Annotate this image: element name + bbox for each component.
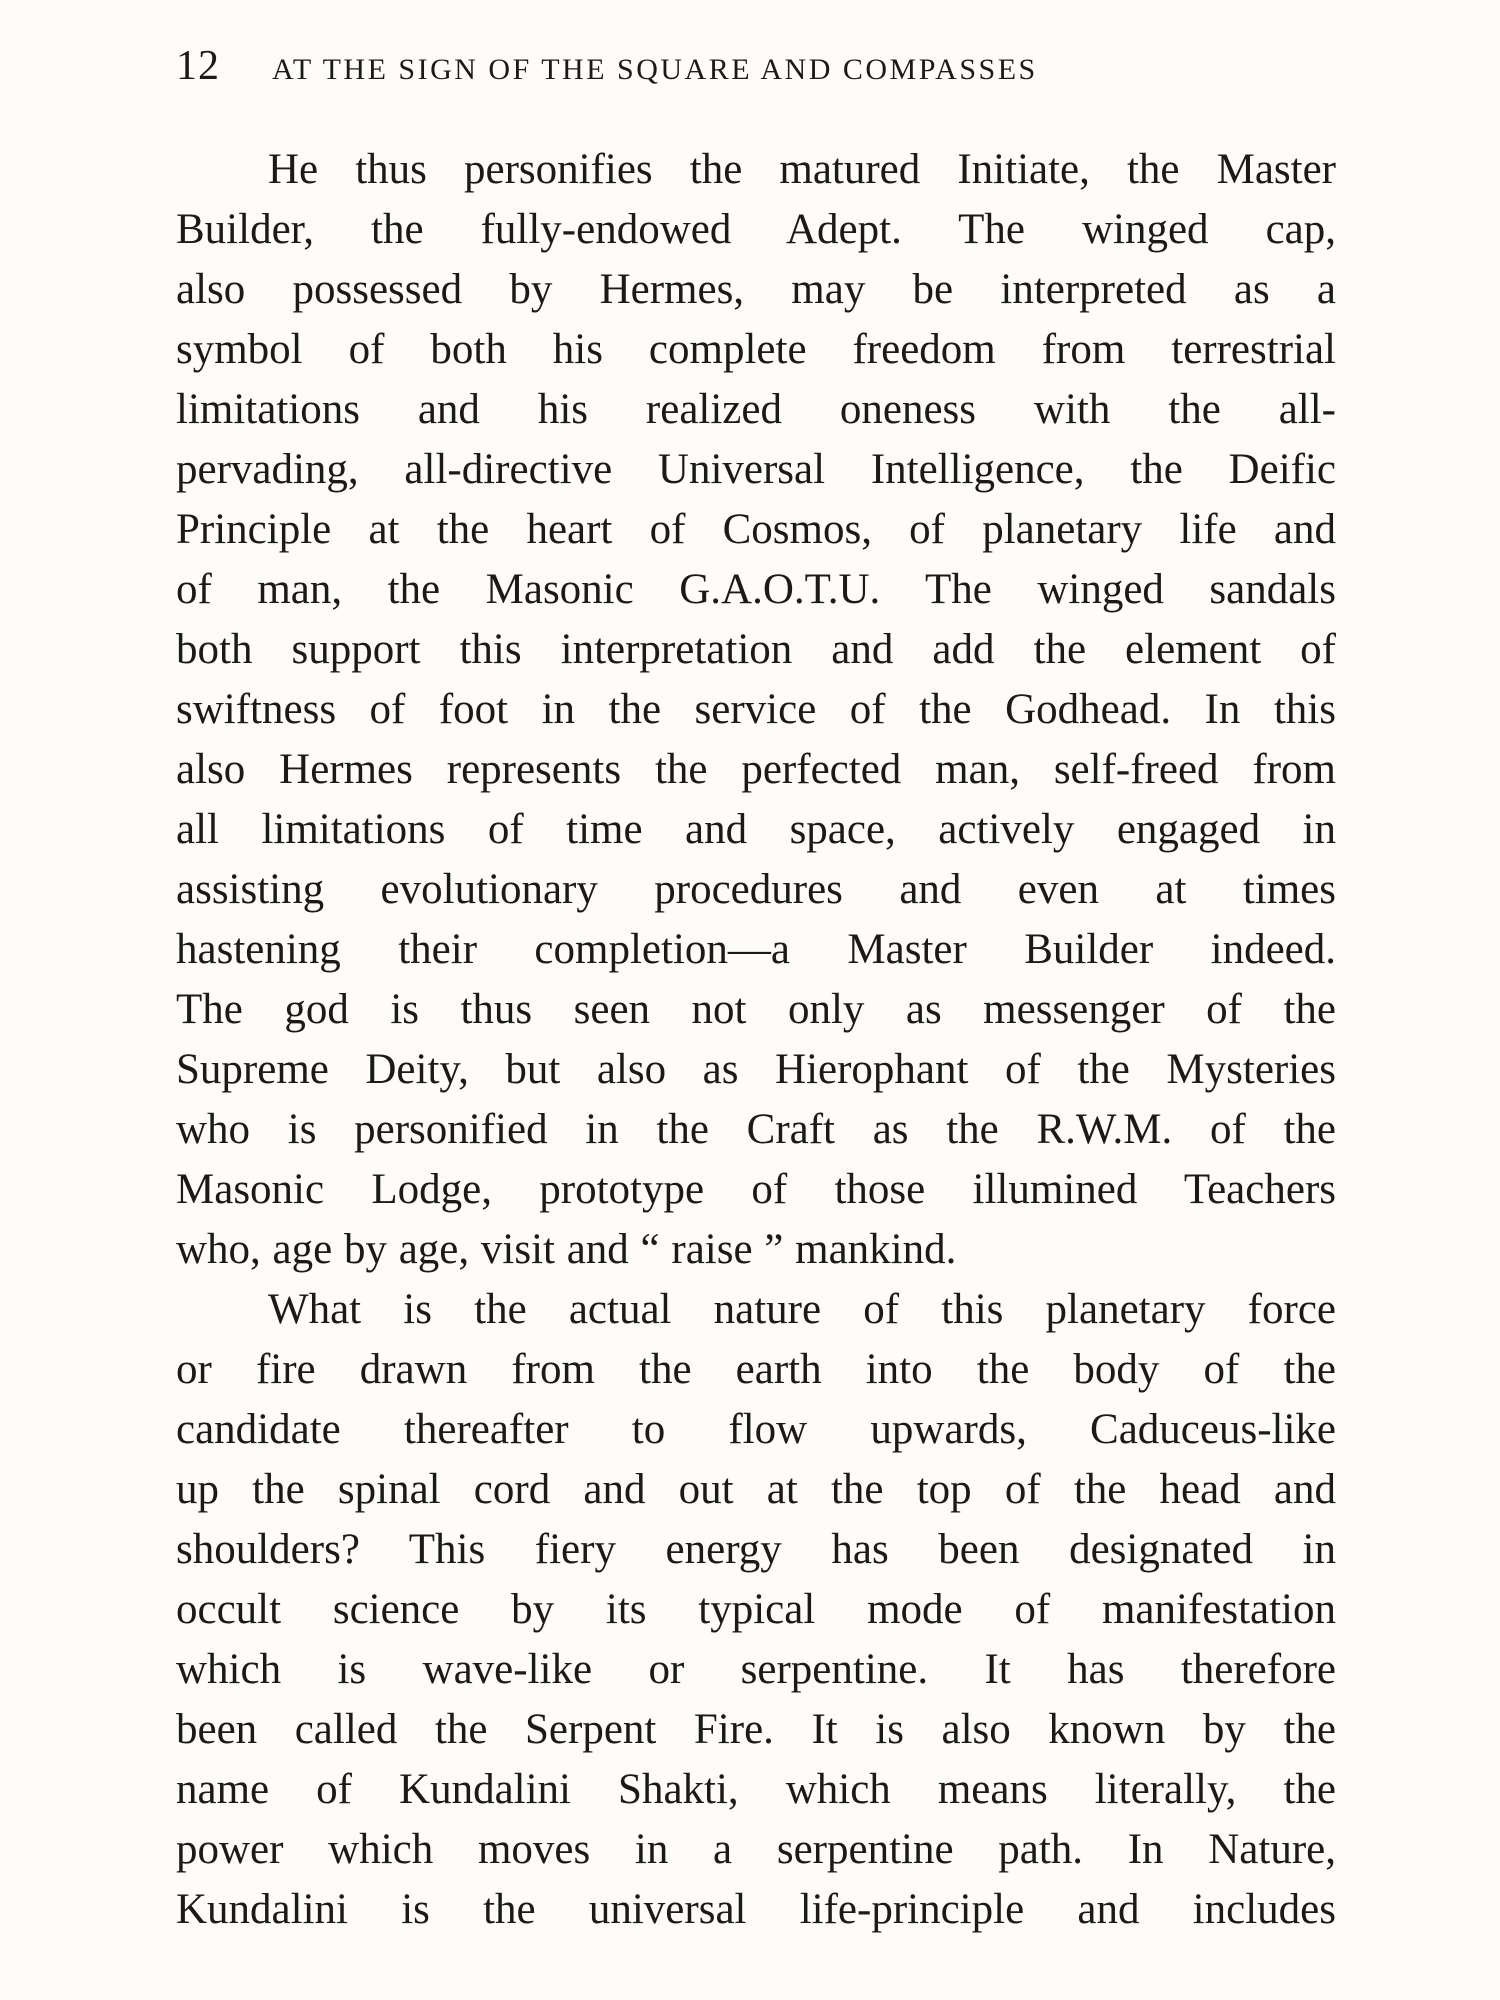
text-line: hastening their completion—a Master Builder indeed. bbox=[176, 926, 1336, 973]
text-line: both support this interpretation and add the element of bbox=[176, 626, 1336, 673]
text-line: assisting evolutionary procedures and even at times bbox=[176, 866, 1336, 913]
text-line: power which moves in a serpentine path. In Nature, bbox=[176, 1826, 1336, 1873]
text-line: What is the actual nature of this planetary force bbox=[268, 1286, 1336, 1333]
text-line: also possessed by Hermes, may be interpreted as a bbox=[176, 266, 1336, 313]
text-line: He thus personifies the matured Initiate, the Master bbox=[268, 146, 1336, 193]
text-line: or fire drawn from the earth into the body of the bbox=[176, 1346, 1336, 1393]
text-line: all limitations of time and space, actively engaged in bbox=[176, 806, 1336, 853]
text-line: name of Kundalini Shakti, which means literally, the bbox=[176, 1766, 1336, 1813]
running-head-title: AT THE SIGN OF THE SQUARE AND COMPASSES bbox=[272, 53, 1038, 86]
text-line: which is wave-like or serpentine. It has therefore bbox=[176, 1646, 1336, 1693]
text-line: of man, the Masonic G.A.O.T.U. The winged sandals bbox=[176, 566, 1336, 613]
text-line: limitations and his realized oneness with the all- bbox=[176, 386, 1336, 433]
text-line: been called the Serpent Fire. It is also known by the bbox=[176, 1706, 1336, 1753]
running-head bbox=[176, 42, 1336, 102]
text-line: who, age by age, visit and “ raise ” mankind. bbox=[176, 1226, 957, 1273]
text-line: candidate thereafter to flow upwards, Caduceus-like bbox=[176, 1406, 1336, 1453]
text-line: occult science by its typical mode of manifestation bbox=[176, 1586, 1336, 1633]
page-number: 12 bbox=[176, 43, 220, 89]
text-line: swiftness of foot in the service of the Godhead. In this bbox=[176, 686, 1336, 733]
text-line: Supreme Deity, but also as Hierophant of the Mysteries bbox=[176, 1046, 1336, 1093]
paragraph-2 bbox=[176, 1280, 1336, 1940]
text-line: Builder, the fully-endowed Adept. The winged cap, bbox=[176, 206, 1336, 253]
text-line: symbol of both his complete freedom from terrestrial bbox=[176, 326, 1336, 373]
text-line: up the spinal cord and out at the top of the head and bbox=[176, 1466, 1336, 1513]
text-line: Principle at the heart of Cosmos, of planetary life and bbox=[176, 506, 1336, 553]
paragraph-1 bbox=[176, 140, 1336, 1280]
text-line: pervading, all-directive Universal Intelligence, the Deific bbox=[176, 446, 1336, 493]
text-line: who is personified in the Craft as the R.W.M. of the bbox=[176, 1106, 1336, 1153]
text-line: also Hermes represents the perfected man, self-freed from bbox=[176, 746, 1336, 793]
body-text bbox=[176, 140, 1336, 1940]
text-line: Kundalini is the universal life-principle and includes bbox=[176, 1886, 1336, 1933]
text-line: Masonic Lodge, prototype of those illumined Teachers bbox=[176, 1166, 1336, 1213]
text-line: The god is thus seen not only as messenger of the bbox=[176, 986, 1336, 1033]
text-line: shoulders? This fiery energy has been designated in bbox=[176, 1526, 1336, 1573]
